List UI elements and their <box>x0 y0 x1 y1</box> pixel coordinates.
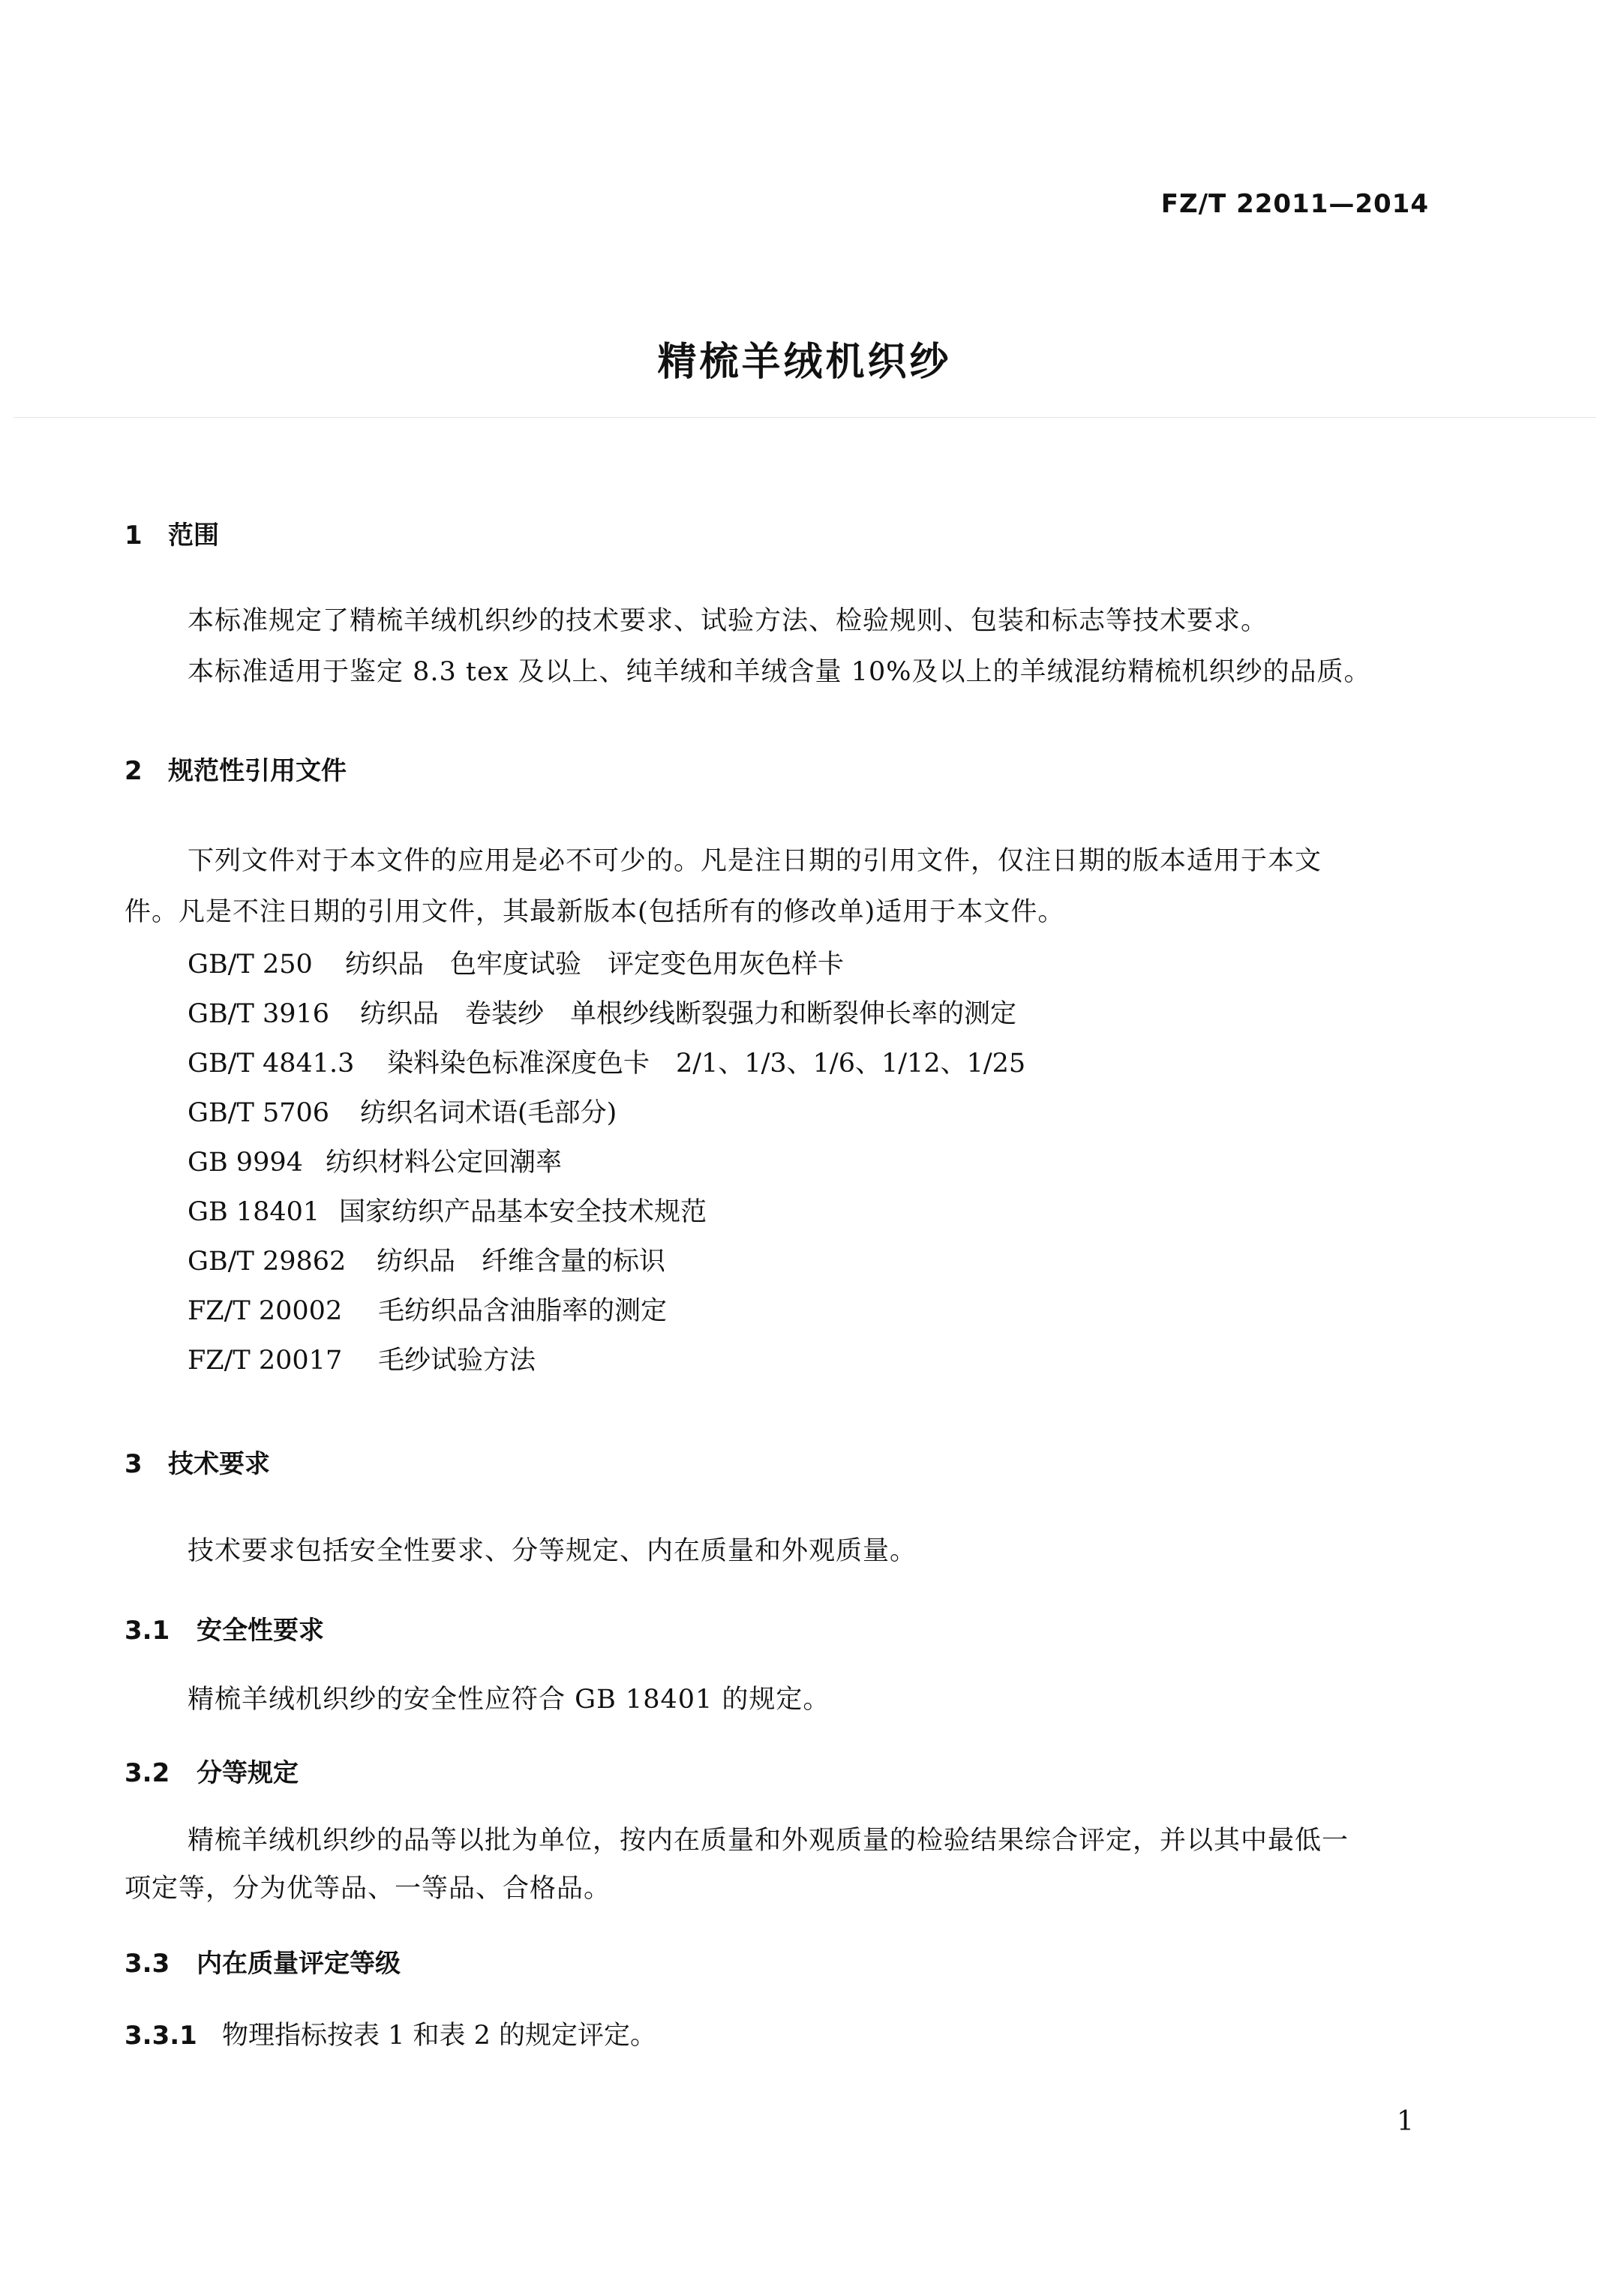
clause-text: 物理指标按表 1 和表 2 的规定评定。 <box>222 2021 657 2051</box>
reference-title: 纺织品 卷装纱 单根纱线断裂强力和断裂伸长率的测定 <box>360 999 1017 1029</box>
paragraph: 精梳羊绒机织纱的安全性应符合 GB 18401 的规定。 <box>188 1685 830 1715</box>
reference-title: 染料染色标准深度色卡 2/1、1/3、1/6、1/12、1/25 <box>387 1049 1026 1079</box>
section-2-heading <box>125 750 347 787</box>
reference-item <box>188 993 1016 1031</box>
paragraph: 本标准适用于鉴定 8.3 tex 及以上、纯羊绒和羊绒含量 10%及以上的羊绒混纺精梳机织纱的品质。 <box>188 657 1371 687</box>
reference-title: 纺织品 纤维含量的标识 <box>377 1247 666 1277</box>
section-title: 规范性引用文件 <box>168 756 347 786</box>
reference-title: 毛纱试验方法 <box>378 1346 536 1376</box>
reference-code: GB/T 4841.3 <box>188 1049 355 1079</box>
section-3-3-heading <box>125 1943 401 1979</box>
paragraph: 件。凡是不注日期的引用文件，其最新版本(包括所有的修改单)适用于本文件。 <box>125 897 1065 927</box>
paragraph: 精梳羊绒机织纱的品等以批为单位，按内在质量和外观质量的检验结果综合评定，并以其中最低一 <box>188 1826 1349 1856</box>
reference-item <box>188 1241 665 1278</box>
reference-item <box>188 1340 536 1377</box>
reference-item <box>188 1092 617 1130</box>
paragraph: 项定等，分为优等品、一等品、合格品。 <box>125 1874 611 1904</box>
document-code: FZ/T 22011—2014 <box>1160 189 1429 219</box>
reference-title: 纺织名词术语(毛部分) <box>360 1098 617 1128</box>
reference-title: 毛纺织品含油脂率的测定 <box>378 1296 668 1326</box>
header-divider <box>14 417 1596 418</box>
reference-code: GB 18401 <box>188 1197 320 1227</box>
section-3-1-heading <box>125 1610 324 1646</box>
reference-item <box>188 944 844 981</box>
reference-item <box>188 1191 707 1229</box>
section-title: 范围 <box>168 521 219 551</box>
section-number: 2 <box>125 756 143 786</box>
section-number: 3 <box>125 1449 143 1479</box>
paragraph: 技术要求包括安全性要求、分等规定、内在质量和外观质量。 <box>188 1536 917 1566</box>
section-title: 分等规定 <box>197 1758 299 1788</box>
clause-3-3-1 <box>125 2015 656 2052</box>
document-title: 精梳羊绒机织纱 <box>657 340 952 385</box>
reference-item <box>188 1142 562 1179</box>
section-number: 3.3.1 <box>125 2021 197 2051</box>
section-title: 内在质量评定等级 <box>197 1949 401 1979</box>
reference-title: 纺织材料公定回潮率 <box>326 1148 563 1178</box>
paragraph: 本标准规定了精梳羊绒机织纱的技术要求、试验方法、检验规则、包装和标志等技术要求。 <box>188 606 1268 636</box>
reference-item <box>188 1290 667 1328</box>
reference-title: 纺织品 色牢度试验 评定变色用灰色样卡 <box>345 950 845 980</box>
reference-code: GB/T 250 <box>188 950 313 980</box>
reference-code: FZ/T 20017 <box>188 1346 343 1376</box>
section-number: 1 <box>125 521 143 551</box>
reference-code: GB/T 3916 <box>188 999 330 1029</box>
reference-code: GB 9994 <box>188 1148 303 1178</box>
reference-code: GB/T 29862 <box>188 1247 347 1277</box>
section-1-heading <box>125 515 219 551</box>
page-number: 1 <box>1397 2106 1414 2137</box>
reference-title: 国家纺织产品基本安全技术规范 <box>339 1197 707 1227</box>
section-3-heading <box>125 1443 270 1480</box>
paragraph: 下列文件对于本文件的应用是必不可少的。凡是注日期的引用文件，仅注日期的版本适用于本文 <box>188 846 1322 876</box>
section-number: 3.2 <box>125 1758 170 1788</box>
reference-code: FZ/T 20002 <box>188 1296 343 1326</box>
section-title: 技术要求 <box>168 1449 270 1479</box>
section-number: 3.1 <box>125 1616 170 1646</box>
section-3-2-heading <box>125 1752 299 1789</box>
reference-item <box>188 1043 1025 1080</box>
section-title: 安全性要求 <box>197 1616 324 1646</box>
reference-code: GB/T 5706 <box>188 1098 330 1128</box>
section-number: 3.3 <box>125 1949 170 1979</box>
